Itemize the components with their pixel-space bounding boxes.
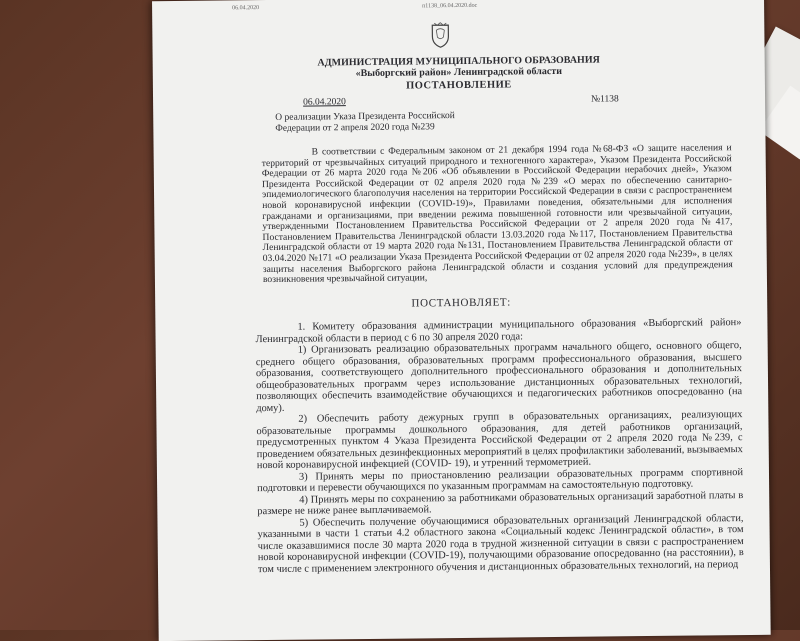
paragraph-1-3: 3) Принять меры по приостановлению реализации образовательных программ спортивной подготовки и перевести обучающихся по указанным программам на самостоятельную подготовку. <box>257 466 744 495</box>
paragraph-1-5: 5) Обеспечить получение обучающимися образовательных организаций Ленинградской области, указанными в части 1 статьи 4.2 областного закона «Социальный кодекс Ленинградской области», в том числе оказавшимися после 30 марта 2020 года в трудной жизненной ситуации в связи с распространением новой коронавирусной инфекции (COVID-19), получающими образование опосредованно (на расстоянии), в том числе с применением электронного обучения и дистанционных образовательных технологий, на период <box>257 512 744 575</box>
document-date: 06.04.2020 <box>303 97 346 108</box>
document-page <box>152 0 771 641</box>
decree-heading: ПОСТАНОВЛЯЕТ: <box>411 296 511 310</box>
document-type: ПОСТАНОВЛЕНИЕ <box>406 79 512 92</box>
document-number: №1138 <box>591 94 619 105</box>
document-body <box>255 317 744 575</box>
paragraph-1: 1. Комитету образования администрации муниципального образования «Выборгский район» Ленинградской области в период с 6 по 30 апреля 2020 года: <box>255 317 742 345</box>
subject-line1: О реализации Указа Президента Российской <box>275 111 455 123</box>
coat-of-arms-icon <box>430 22 450 48</box>
print-date: 06.04.2020 <box>232 5 260 12</box>
document-subject <box>275 111 495 135</box>
file-name: п1138_06.04.2020.doc <box>422 2 478 10</box>
paragraph-1-4: 4) Принять меры по сохранению за работниками образовательных организаций заработной платы в размере не ниже ранее выплачиваемой. <box>257 489 744 518</box>
organization-line2: «Выборгский район» Ленинградской области <box>355 65 562 80</box>
paragraph-1-1: 1) Организовать реализацию образовательных программ начального общего, основного общего, среднего общего образования, образовательных программ профессионального образования, высшего образования, соответствующего дополнительного профессионального образования и дополнительных общеобразовательных программ через использование дистанционных образовательных технологий, позволяющих обеспечить взаимодействие обучающихся и педагогических работников опосредованно (на дому). <box>255 340 743 414</box>
organization-line1: АДМИНИСТРАЦИЯ МУНИЦИПАЛЬНОГО ОБРАЗОВАНИЯ <box>317 54 600 69</box>
subject-line2: Федерации от 2 апреля 2020 года №239 <box>275 122 435 134</box>
preamble-paragraph: В соответствии с Федеральным законом от 21 декабря 1994 года №68-ФЗ «О защите населения и территорий от чрезвычайных ситуаций природного и техногенного характера», Указом Президента Российской Федерации от 26 марта 2020 года №206 «Об объявлении в Российской Федерации нерабочих дней», Указом Президента Российской Федерации от 02 апреля 2020 года №239 «О мерах по обеспечению санитарно-эпидемиологического благополучия населения на территории Российской Федерации в связи с распространением новой коронавирусной инфекции (COVID-19)», Правилами поведения, обязательными для исполнения гражданами и организациями, при введении режима повышенной готовности или чрезвычайной ситуации, утвержденными Постановлением Правительства Российской Федерации от 2 апреля 2020 года №417, Постановлением Правительства Ленинградской области 13.03.2020 года №117, Постановлением Правительства Ленинградской области от 19 марта 2020 года №131, Постановлением Правительства Ленинградской области от 03.04.2020 №171 «О реализации Указа Президента Российской Федерации от 02 апреля 2020 года №239», в целях защиты населения Выборгского района Ленинградской области и создания условий для предупреждения возникновения чрезвычайной ситуации, <box>261 142 733 286</box>
paragraph-1-2: 2) Обеспечить работу дежурных групп в образовательных организациях, реализующих образовательные программы дошкольного образования, для детей работников организаций, предусмотренных пунктом 4 Указа Президента Российской Федерации от 2 апреля 2020 года №239, с проведением обязательных дезинфекционных мероприятий в целях профилактики заболеваний, вызываемых новой коронавирусной инфекцией (COVID- 19), и утренний термометрией. <box>256 409 743 472</box>
print-header <box>152 0 764 12</box>
